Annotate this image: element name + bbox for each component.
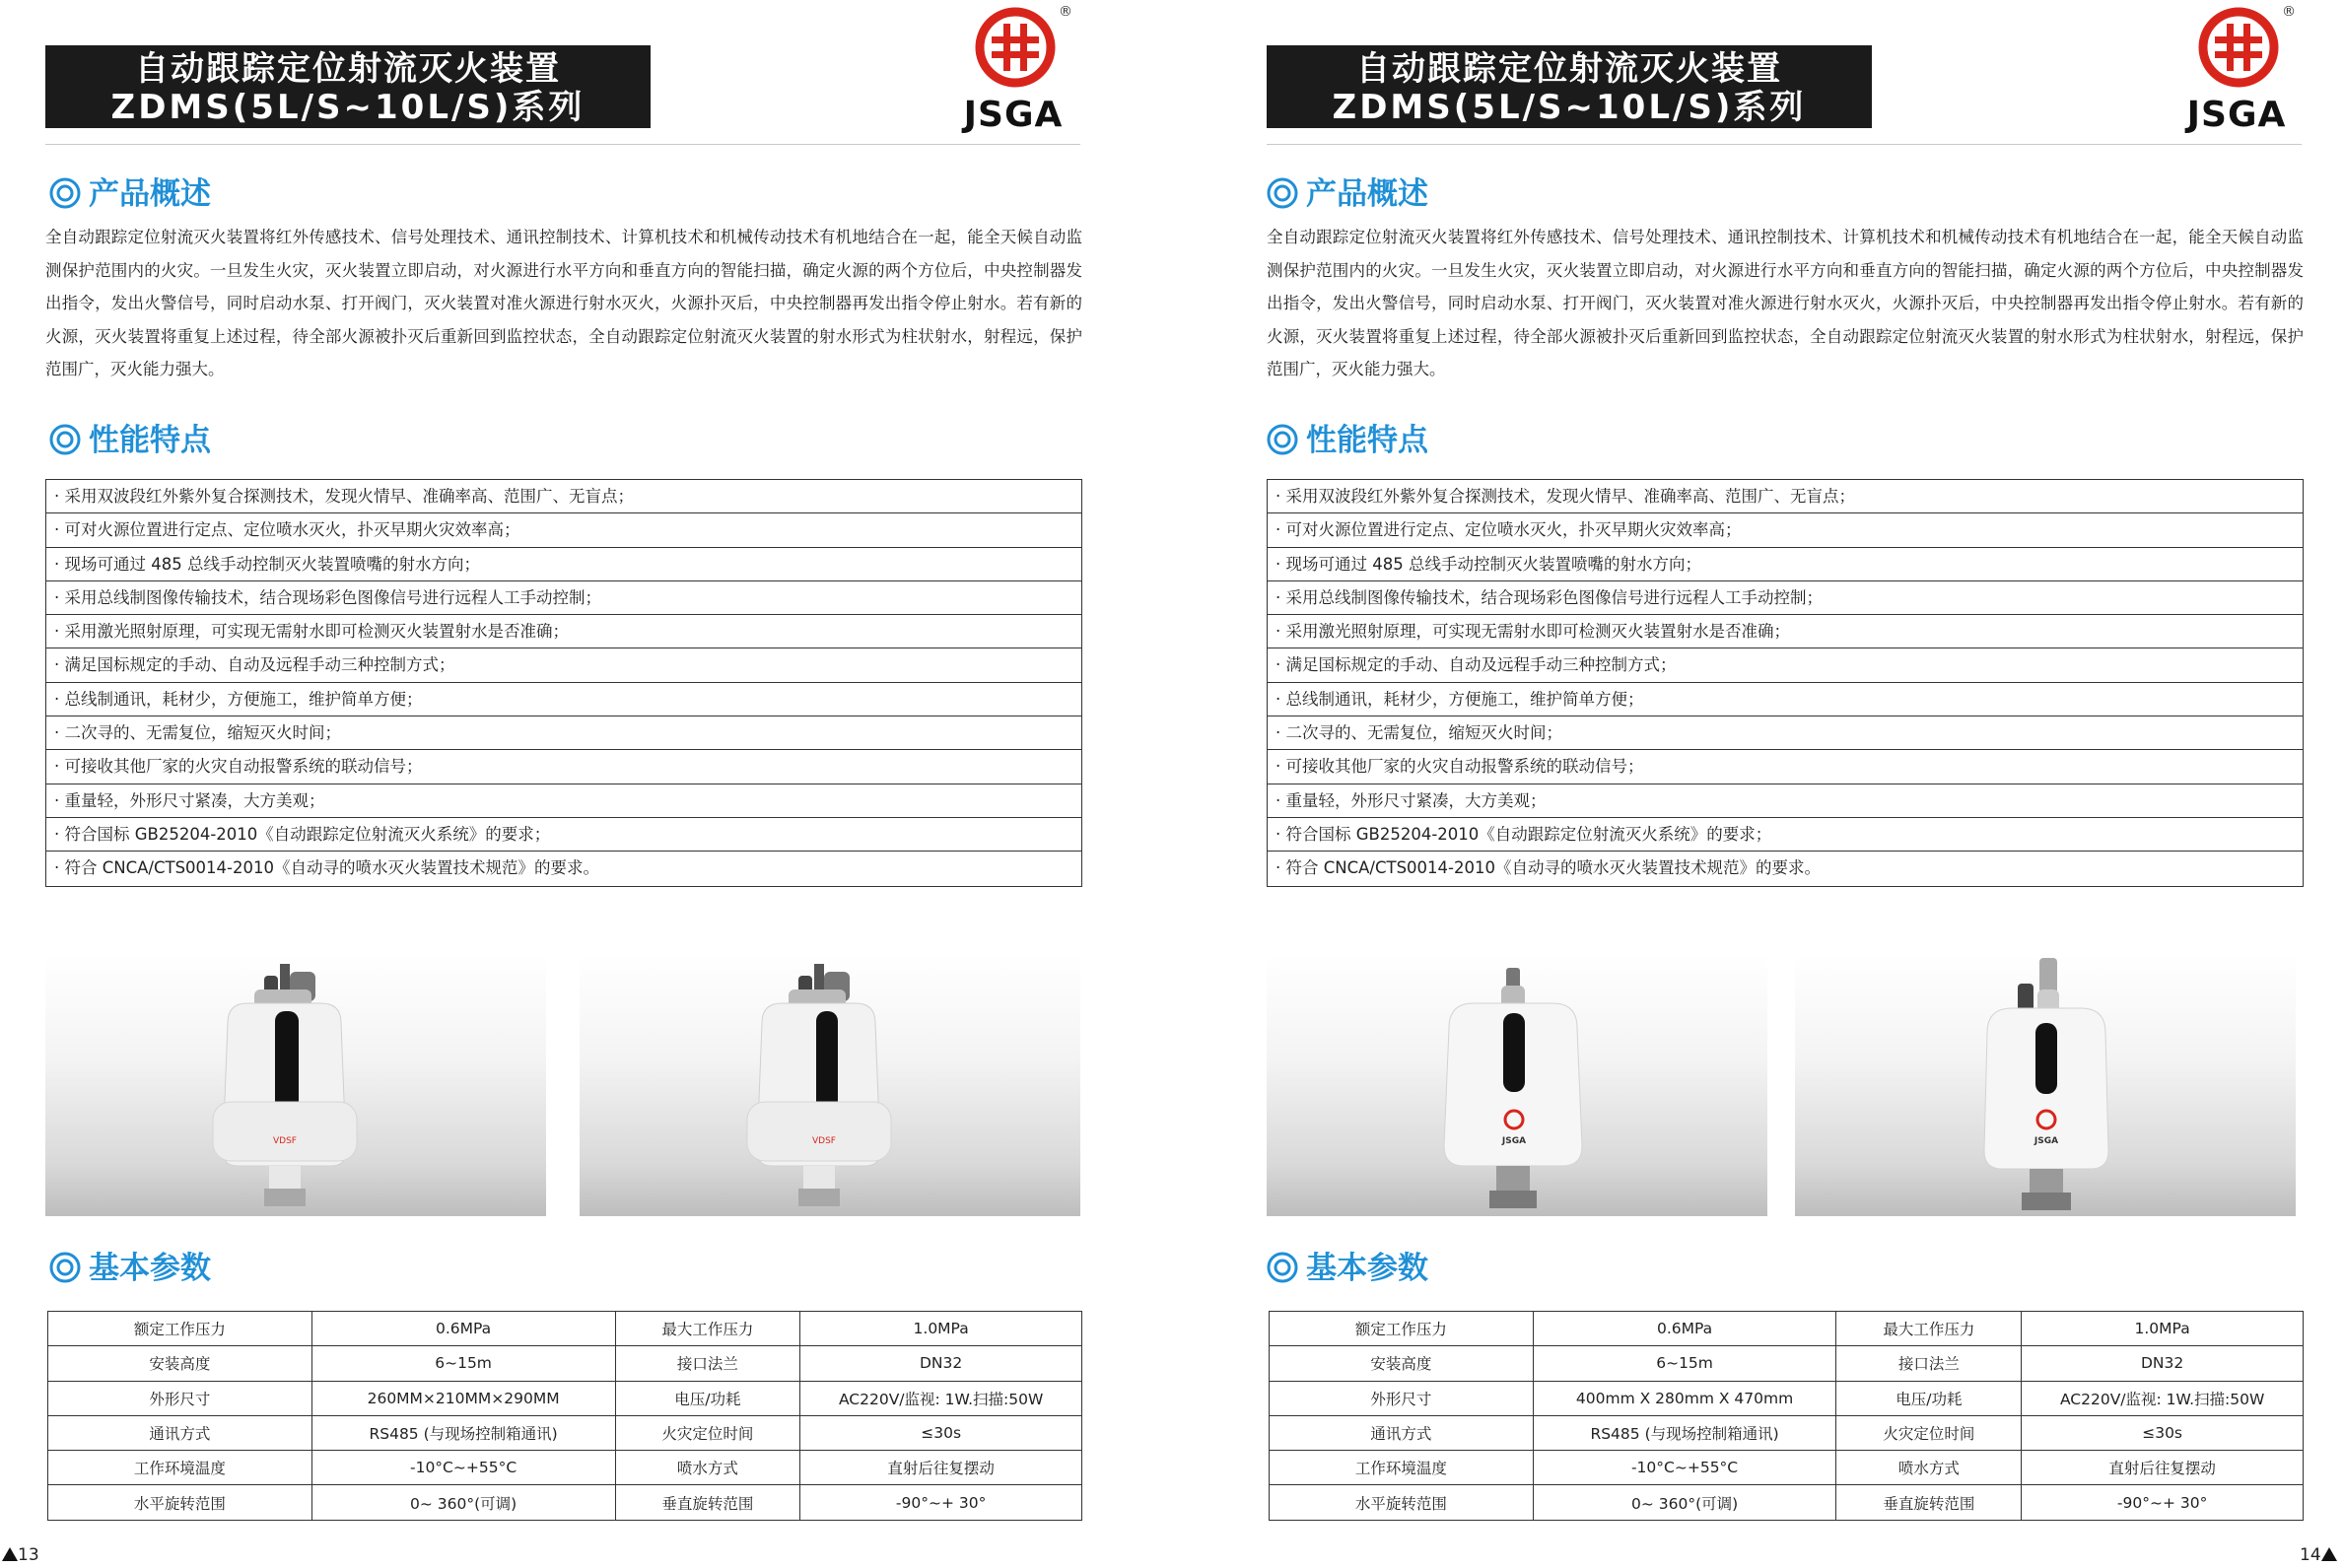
triangle-icon [2321,1547,2337,1561]
page-right [1172,0,2344,1568]
param-value: RS485 (与现场控制箱通讯) [1533,1415,1836,1450]
param-name: 接口法兰 [615,1346,800,1381]
title-banner [1267,45,1872,128]
target-circle-icon [49,1252,81,1283]
table-row [1270,1381,2304,1415]
feature-item: · 满足国标规定的手动、自动及远程手动三种控制方式； [1268,648,2303,682]
table-row [48,1485,1082,1520]
feature-item: · 总线制通讯，耗材少，方便施工，维护简单方便； [1268,683,2303,716]
fire-monitor-device-image [580,954,1080,1216]
page-number-right: 14 [2300,1545,2337,1565]
param-value: 1.0MPa [2022,1312,2304,1346]
param-name: 水平旋转范围 [48,1485,312,1520]
table-row [1270,1415,2304,1450]
jsga-emblem-icon [2197,6,2280,89]
feature-item: · 采用激光照射原理，可实现无需射水即可检测灭火装置射水是否准确； [46,615,1081,648]
table-row [1270,1451,2304,1485]
section-overview-title: 产品概述 [89,176,211,212]
param-name: 工作环境温度 [1270,1451,1534,1485]
fire-monitor-device-image [1795,954,2296,1216]
table-row [48,1415,1082,1450]
feature-item: · 可接收其他厂家的火灾自动报警系统的联动信号； [1268,750,2303,784]
feature-item: · 二次寻的、无需复位，缩短灭火时间； [1268,716,2303,750]
target-circle-icon [1267,424,1298,455]
title-banner [45,45,651,128]
section-features-title: 性能特点 [89,423,211,458]
intro-paragraph: 全自动跟踪定位射流灭火装置将红外传感技术、信号处理技术、通讯控制技术、计算机技术和机械传动技术有机地结合在一起，能全天候自动监测保护范围内的火灾。一旦发生火灾，灭火装置立即启动，对火源进行水平方向和垂直方向的智能扫描，确定火源的两个方位后，中央控制器发出指令，发出火警信号，同时启动水泵、打开阀门，灭火装置对准火源进行射水灭火，火源扑灭后，中央控制器再发出指令停止射水。若有新的火源，灭火装置将重复上述过程，待全部火源被扑灭后重新回到监控状态，全自动跟踪定位射流灭火装置的射水形式为柱状射水，射程远，保护范围广，灭火能力强大。 [45,228,1082,378]
feature-item: · 符合 CNCA/CTS0014-2010《自动寻的喷水灭火装置技术规范》的要求。 [54,858,599,878]
param-name: 额定工作压力 [48,1312,312,1346]
param-value: 0.6MPa [1533,1312,1836,1346]
section-params-title: 基本参数 [1306,1251,1428,1286]
features-list [45,479,1082,887]
param-name: 额定工作压力 [1270,1312,1534,1346]
feature-item: · 可接收其他厂家的火灾自动报警系统的联动信号； [46,750,1081,784]
product-photo-angle [1795,954,2296,1216]
param-value: 260MM×210MM×290MM [311,1381,615,1415]
target-circle-icon [1267,1252,1298,1283]
feature-item: · 可对火源位置进行定点、定位喷水灭火，扑灭早期火灾效率高； [1268,513,2303,547]
table-row [48,1451,1082,1485]
param-value: DN32 [2022,1346,2304,1381]
title-line2: ZDMS(5L/S~10L/S)系列 [1332,88,1807,127]
product-photo-front [45,954,546,1216]
header-divider [45,144,1080,145]
table-row [48,1312,1082,1346]
section-overview-title: 产品概述 [1306,176,1428,212]
param-value: 直射后往复摆动 [800,1451,1082,1485]
param-value: ≤30s [2022,1415,2304,1450]
param-value: -90°~+ 30° [2022,1485,2304,1520]
param-value: 400mm X 280mm X 470mm [1533,1381,1836,1415]
param-value: 0.6MPa [311,1312,615,1346]
product-photo-front [1267,954,1767,1216]
param-value: -10°C~+55°C [311,1451,615,1485]
table-row [1270,1312,2304,1346]
param-name: 最大工作压力 [615,1312,800,1346]
feature-item: · 采用总线制图像传输技术，结合现场彩色图像信号进行远程人工手动控制； [1268,581,2303,615]
param-name: 最大工作压力 [1836,1312,2022,1346]
title-line1: 自动跟踪定位射流灭火装置 [135,49,561,89]
registered-mark: ® [2282,4,2296,20]
fire-monitor-device-image [45,954,546,1216]
jsga-emblem-icon [974,6,1057,89]
feature-item: · 满足国标规定的手动、自动及远程手动三种控制方式； [46,648,1081,682]
feature-item: · 采用双波段红外紫外复合探测技术，发现火情早、准确率高、范围广、无盲点； [46,480,1081,513]
param-value: AC220V/监视: 1W.扫描:50W [2022,1381,2304,1415]
feature-item: · 符合国标 GB25204-2010《自动跟踪定位射流灭火系统》的要求； [46,818,1081,852]
device-label: JSGA [2034,1136,2059,1146]
device-label: JSGA [1501,1136,1527,1146]
feature-item: · 符合国标 GB25204-2010《自动跟踪定位射流灭火系统》的要求； [1268,818,2303,852]
intro-paragraph: 全自动跟踪定位射流灭火装置将红外传感技术、信号处理技术、通讯控制技术、计算机技术和机械传动技术有机地结合在一起，能全天候自动监测保护范围内的火灾。一旦发生火灾，灭火装置立即启动，对火源进行水平方向和垂直方向的智能扫描，确定火源的两个方位后，中央控制器发出指令，发出火警信号，同时启动水泵、打开阀门，灭火装置对准火源进行射水灭火，火源扑灭后，中央控制器再发出指令停止射水。若有新的火源，灭火装置将重复上述过程，待全部火源被扑灭后重新回到监控状态，全自动跟踪定位射流灭火装置的射水形式为柱状射水，射程远，保护范围广，灭火能力强大。 [1267,228,2304,378]
feature-item: · 采用总线制图像传输技术，结合现场彩色图像信号进行远程人工手动控制； [46,581,1081,615]
features-list [1267,479,2304,887]
params-table [1269,1311,2304,1521]
param-value: 0~ 360°(可调) [311,1485,615,1520]
table-row [1270,1485,2304,1520]
target-circle-icon [49,424,81,455]
feature-item: · 总线制通讯，耗材少，方便施工，维护简单方便； [46,683,1081,716]
feature-item: · 重量轻，外形尺寸紧凑，大方美观； [1268,784,2303,818]
param-name: 水平旋转范围 [1270,1485,1534,1520]
param-value: DN32 [800,1346,1082,1381]
param-name: 通讯方式 [1270,1415,1534,1450]
feature-item: · 符合 CNCA/CTS0014-2010《自动寻的喷水灭火装置技术规范》的要求。 [1275,858,1821,878]
param-value: AC220V/监视: 1W.扫描:50W [800,1381,1082,1415]
param-value: 6~15m [1533,1346,1836,1381]
fire-monitor-device-image [1267,954,1767,1216]
title-line2: ZDMS(5L/S~10L/S)系列 [110,88,586,127]
param-name: 外形尺寸 [48,1381,312,1415]
logo-text: JSGA [963,95,1064,135]
feature-item: · 现场可通过 485 总线手动控制灭火装置喷嘴的射水方向； [1268,548,2303,581]
param-value: 6~15m [311,1346,615,1381]
feature-item: · 可对火源位置进行定点、定位喷水灭火，扑灭早期火灾效率高； [46,513,1081,547]
param-name: 喷水方式 [1836,1451,2022,1485]
table-row [1270,1346,2304,1381]
title-line1: 自动跟踪定位射流灭火装置 [1356,49,1782,89]
triangle-icon [2,1547,18,1561]
header-divider [1267,144,2302,145]
feature-item: · 现场可通过 485 总线手动控制灭火装置喷嘴的射水方向； [46,548,1081,581]
param-value: 0~ 360°(可调) [1533,1485,1836,1520]
param-name: 通讯方式 [48,1415,312,1450]
table-row [48,1346,1082,1381]
target-circle-icon [1267,177,1298,209]
param-name: 垂直旋转范围 [615,1485,800,1520]
param-name: 喷水方式 [615,1451,800,1485]
param-value: -10°C~+55°C [1533,1451,1836,1485]
feature-item: · 重量轻，外形尺寸紧凑，大方美观； [46,784,1081,818]
param-value: RS485 (与现场控制箱通讯) [311,1415,615,1450]
param-name: 工作环境温度 [48,1451,312,1485]
param-name: 垂直旋转范围 [1836,1485,2022,1520]
param-name: 火灾定位时间 [1836,1415,2022,1450]
page-number-left: 13 [2,1545,39,1565]
device-label: VDSF [273,1136,297,1146]
jsga-logo [956,4,1074,135]
params-table [47,1311,1082,1521]
feature-item: · 采用双波段红外紫外复合探测技术，发现火情早、准确率高、范围广、无盲点； [1268,480,2303,513]
feature-item: · 二次寻的、无需复位，缩短灭火时间； [46,716,1081,750]
param-value: -90°~+ 30° [800,1485,1082,1520]
feature-item: · 采用激光照射原理，可实现无需射水即可检测灭火装置射水是否准确； [1268,615,2303,648]
table-row [48,1381,1082,1415]
target-circle-icon [49,177,81,209]
device-label: VDSF [812,1136,836,1146]
jsga-logo [2179,4,2298,135]
section-params-title: 基本参数 [89,1251,211,1286]
param-name: 安装高度 [48,1346,312,1381]
param-name: 外形尺寸 [1270,1381,1534,1415]
param-name: 电压/功耗 [1836,1381,2022,1415]
param-name: 接口法兰 [1836,1346,2022,1381]
product-photo-angle [580,954,1080,1216]
logo-text: JSGA [2186,95,2287,135]
param-value: 1.0MPa [800,1312,1082,1346]
param-value: 直射后往复摆动 [2022,1451,2304,1485]
section-features-title: 性能特点 [1306,423,1428,458]
param-name: 火灾定位时间 [615,1415,800,1450]
param-name: 安装高度 [1270,1346,1534,1381]
registered-mark: ® [1059,4,1072,20]
param-name: 电压/功耗 [615,1381,800,1415]
param-value: ≤30s [800,1415,1082,1450]
